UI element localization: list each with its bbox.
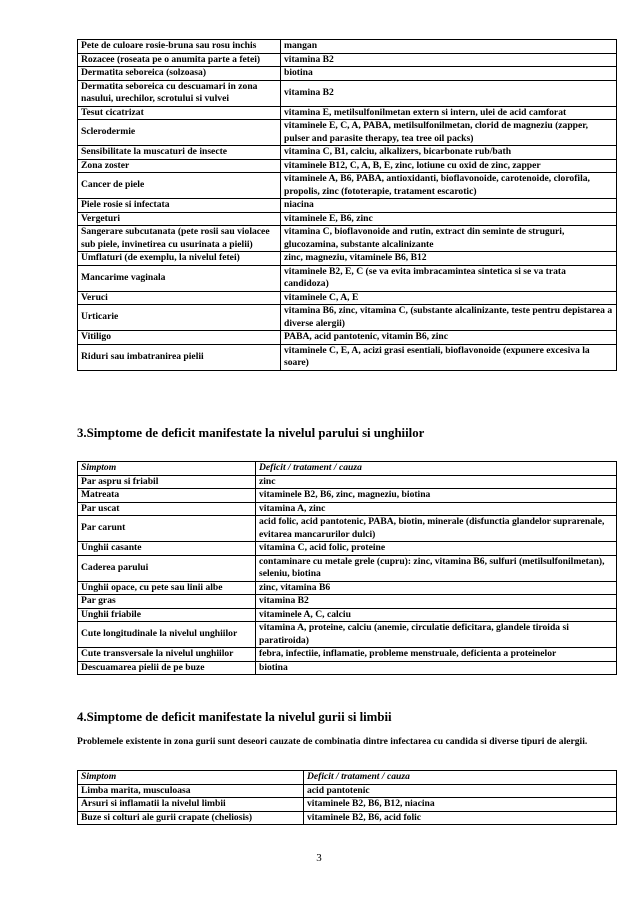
deficit-cell: vitamina C, B1, calciu, alkalizers, bicarbonate rub/bath	[281, 146, 617, 160]
deficit-cell: vitaminele B2, B6, B12, niacina	[304, 798, 617, 812]
deficit-cell: biotina	[281, 67, 617, 81]
table-row	[78, 173, 617, 199]
deficit-cell: vitaminele E, B6, zinc	[281, 212, 617, 226]
symptom-cell: Par aspru si friabil	[78, 475, 256, 489]
deficit-cell: PABA, acid pantotenic, vitamin B6, zinc	[281, 331, 617, 345]
table-row	[78, 106, 617, 120]
deficit-cell: vitaminele B2, E, C (se va evita imbracamintea sintetica si se va trata candidoza)	[281, 265, 617, 291]
table-row	[78, 331, 617, 345]
symptom-cell: Cute longitudinale la nivelul unghiilor	[78, 622, 256, 648]
table-row	[78, 67, 617, 81]
table-row	[78, 265, 617, 291]
symptom-cell: Piele rosie si infectata	[78, 199, 281, 213]
table-row	[78, 608, 617, 622]
table-row	[78, 798, 617, 812]
symptom-cell: Unghii friabile	[78, 608, 256, 622]
table-row	[78, 305, 617, 331]
deficit-cell: vitaminele E, C, A, PABA, metilsulfonilmetan, clorid de magneziu (zapper, pulser and parasite therapy, tea tree oil packs)	[281, 120, 617, 146]
section-4-title: 4.Simptome de deficit manifestate la nivelul gurii si limbii	[77, 710, 392, 724]
table-row	[78, 661, 617, 675]
symptom-cell: Urticarie	[78, 305, 281, 331]
symptom-cell: Veruci	[78, 291, 281, 305]
hair-nails-table	[77, 461, 617, 675]
table-row	[78, 344, 617, 370]
table-row	[78, 542, 617, 556]
table-header-row	[78, 771, 617, 785]
section-4-intro: Problemele existente in zona gurii sunt deseori cauzate de combinatia dintre infectarea cu candida si diverse tipuri de alergii.	[77, 736, 588, 747]
table-row	[78, 489, 617, 503]
table-row	[78, 622, 617, 648]
deficit-cell: contaminare cu metale grele (cupru): zinc, vitamina B6, sulfuri (metilsulfonilmetan), seleniu, biotina	[256, 555, 617, 581]
deficit-cell: vitamina E, metilsulfonilmetan extern si intern, ulei de acid camforat	[281, 106, 617, 120]
symptom-cell: Caderea parului	[78, 555, 256, 581]
deficit-cell: vitamina A, proteine, calciu (anemie, circulatie deficitara, glandele tiroida si paratiroida)	[256, 622, 617, 648]
symptom-cell: Arsuri si inflamatii la nivelul limbii	[78, 798, 304, 812]
deficit-cell: mangan	[281, 40, 617, 54]
symptom-cell: Matreata	[78, 489, 256, 503]
deficit-cell: zinc, magneziu, vitaminele B6, B12	[281, 252, 617, 266]
deficit-cell: niacina	[281, 199, 617, 213]
skin-symptoms-table	[77, 39, 617, 371]
header-symptom: Simptom	[78, 771, 304, 785]
deficit-cell: vitamina B2	[256, 595, 617, 609]
deficit-cell: vitamina B2	[281, 53, 617, 67]
deficit-cell: vitamina C, bioflavonoide and rutin, extract din seminte de struguri, glucozamina, substante alcalinizante	[281, 226, 617, 252]
symptom-cell: Sclerodermie	[78, 120, 281, 146]
symptom-cell: Tesut cicatrizat	[78, 106, 281, 120]
symptom-cell: Pete de culoare rosie-bruna sau rosu inchis	[78, 40, 281, 54]
table-row	[78, 53, 617, 67]
table-row	[78, 475, 617, 489]
section-3-title: 3.Simptome de deficit manifestate la nivelul parului si unghiilor	[77, 426, 425, 440]
symptom-cell: Vergeturi	[78, 212, 281, 226]
symptom-cell: Unghii opace, cu pete sau linii albe	[78, 581, 256, 595]
header-deficit: Deficit / tratament / cauza	[256, 462, 617, 476]
symptom-cell: Descuamarea pielii de pe buze	[78, 661, 256, 675]
page-number: 3	[316, 852, 322, 864]
symptom-cell: Par uscat	[78, 502, 256, 516]
deficit-cell: vitaminele C, E, A, acizi grasi esentiali, bioflavonoide (expunere excesiva la soare)	[281, 344, 617, 370]
table-row	[78, 811, 617, 825]
table-row	[78, 581, 617, 595]
deficit-cell: biotina	[256, 661, 617, 675]
table-header-row	[78, 462, 617, 476]
header-deficit: Deficit / tratament / cauza	[304, 771, 617, 785]
deficit-cell: zinc	[256, 475, 617, 489]
table-row	[78, 516, 617, 542]
symptom-cell: Limba marita, musculoasa	[78, 784, 304, 798]
symptom-cell: Buze si colturi ale gurii crapate (cheliosis)	[78, 811, 304, 825]
symptom-cell: Riduri sau imbatranirea pielii	[78, 344, 281, 370]
mouth-tongue-table	[77, 770, 617, 825]
table-row	[78, 291, 617, 305]
deficit-cell: acid folic, acid pantotenic, PABA, biotin, minerale (disfunctia glandelor suprarenale, evitarea mancarurilor dulci)	[256, 516, 617, 542]
deficit-cell: febra, infectiie, inflamatie, probleme menstruale, deficienta a proteinelor	[256, 648, 617, 662]
table-row	[78, 120, 617, 146]
table-row	[78, 212, 617, 226]
table-row	[78, 648, 617, 662]
symptom-cell: Par carunt	[78, 516, 256, 542]
header-symptom: Simptom	[78, 462, 256, 476]
table-row	[78, 502, 617, 516]
deficit-cell: vitaminele B12, C, A, B, E, zinc, lotiune cu oxid de zinc, zapper	[281, 159, 617, 173]
symptom-cell: Rozacee (roseata pe o anumita parte a fetei)	[78, 53, 281, 67]
deficit-cell: vitamina A, zinc	[256, 502, 617, 516]
symptom-cell: Cute transversale la nivelul unghiilor	[78, 648, 256, 662]
symptom-cell: Dermatita seboreica cu descuamari in zona nasului, urechilor, scrotului si vulvei	[78, 80, 281, 106]
deficit-cell: zinc, vitamina B6	[256, 581, 617, 595]
table-row	[78, 80, 617, 106]
table-row	[78, 555, 617, 581]
table-row	[78, 595, 617, 609]
deficit-cell: vitamina B2	[281, 80, 617, 106]
table-row	[78, 784, 617, 798]
table-row	[78, 226, 617, 252]
symptom-cell: Umflaturi (de exemplu, la nivelul fetei)	[78, 252, 281, 266]
table-row	[78, 159, 617, 173]
symptom-cell: Unghii casante	[78, 542, 256, 556]
deficit-cell: vitaminele B2, B6, zinc, magneziu, biotina	[256, 489, 617, 503]
table-row	[78, 199, 617, 213]
symptom-cell: Cancer de piele	[78, 173, 281, 199]
table-row	[78, 146, 617, 160]
symptom-cell: Sensibilitate la muscaturi de insecte	[78, 146, 281, 160]
deficit-cell: vitamina B6, zinc, vitamina C, (substante alcalinizante, teste pentru depistarea a diverse alergii)	[281, 305, 617, 331]
symptom-cell: Par gras	[78, 595, 256, 609]
deficit-cell: acid pantotenic	[304, 784, 617, 798]
table-row	[78, 252, 617, 266]
table-row	[78, 40, 617, 54]
deficit-cell: vitaminele A, B6, PABA, antioxidanti, bioflavonoide, carotenoide, clorofila, propolis, zinc (fototerapie, tratament escarotic)	[281, 173, 617, 199]
deficit-cell: vitaminele C, A, E	[281, 291, 617, 305]
symptom-cell: Sangerare subcutanata (pete rosii sau violacee sub piele, invinetirea cu usurinata a pielii)	[78, 226, 281, 252]
deficit-cell: vitamina C, acid folic, proteine	[256, 542, 617, 556]
symptom-cell: Zona zoster	[78, 159, 281, 173]
symptom-cell: Dermatita seboreica (solzoasa)	[78, 67, 281, 81]
symptom-cell: Mancarime vaginala	[78, 265, 281, 291]
deficit-cell: vitaminele A, C, calciu	[256, 608, 617, 622]
symptom-cell: Vitiligo	[78, 331, 281, 345]
deficit-cell: vitaminele B2, B6, acid folic	[304, 811, 617, 825]
